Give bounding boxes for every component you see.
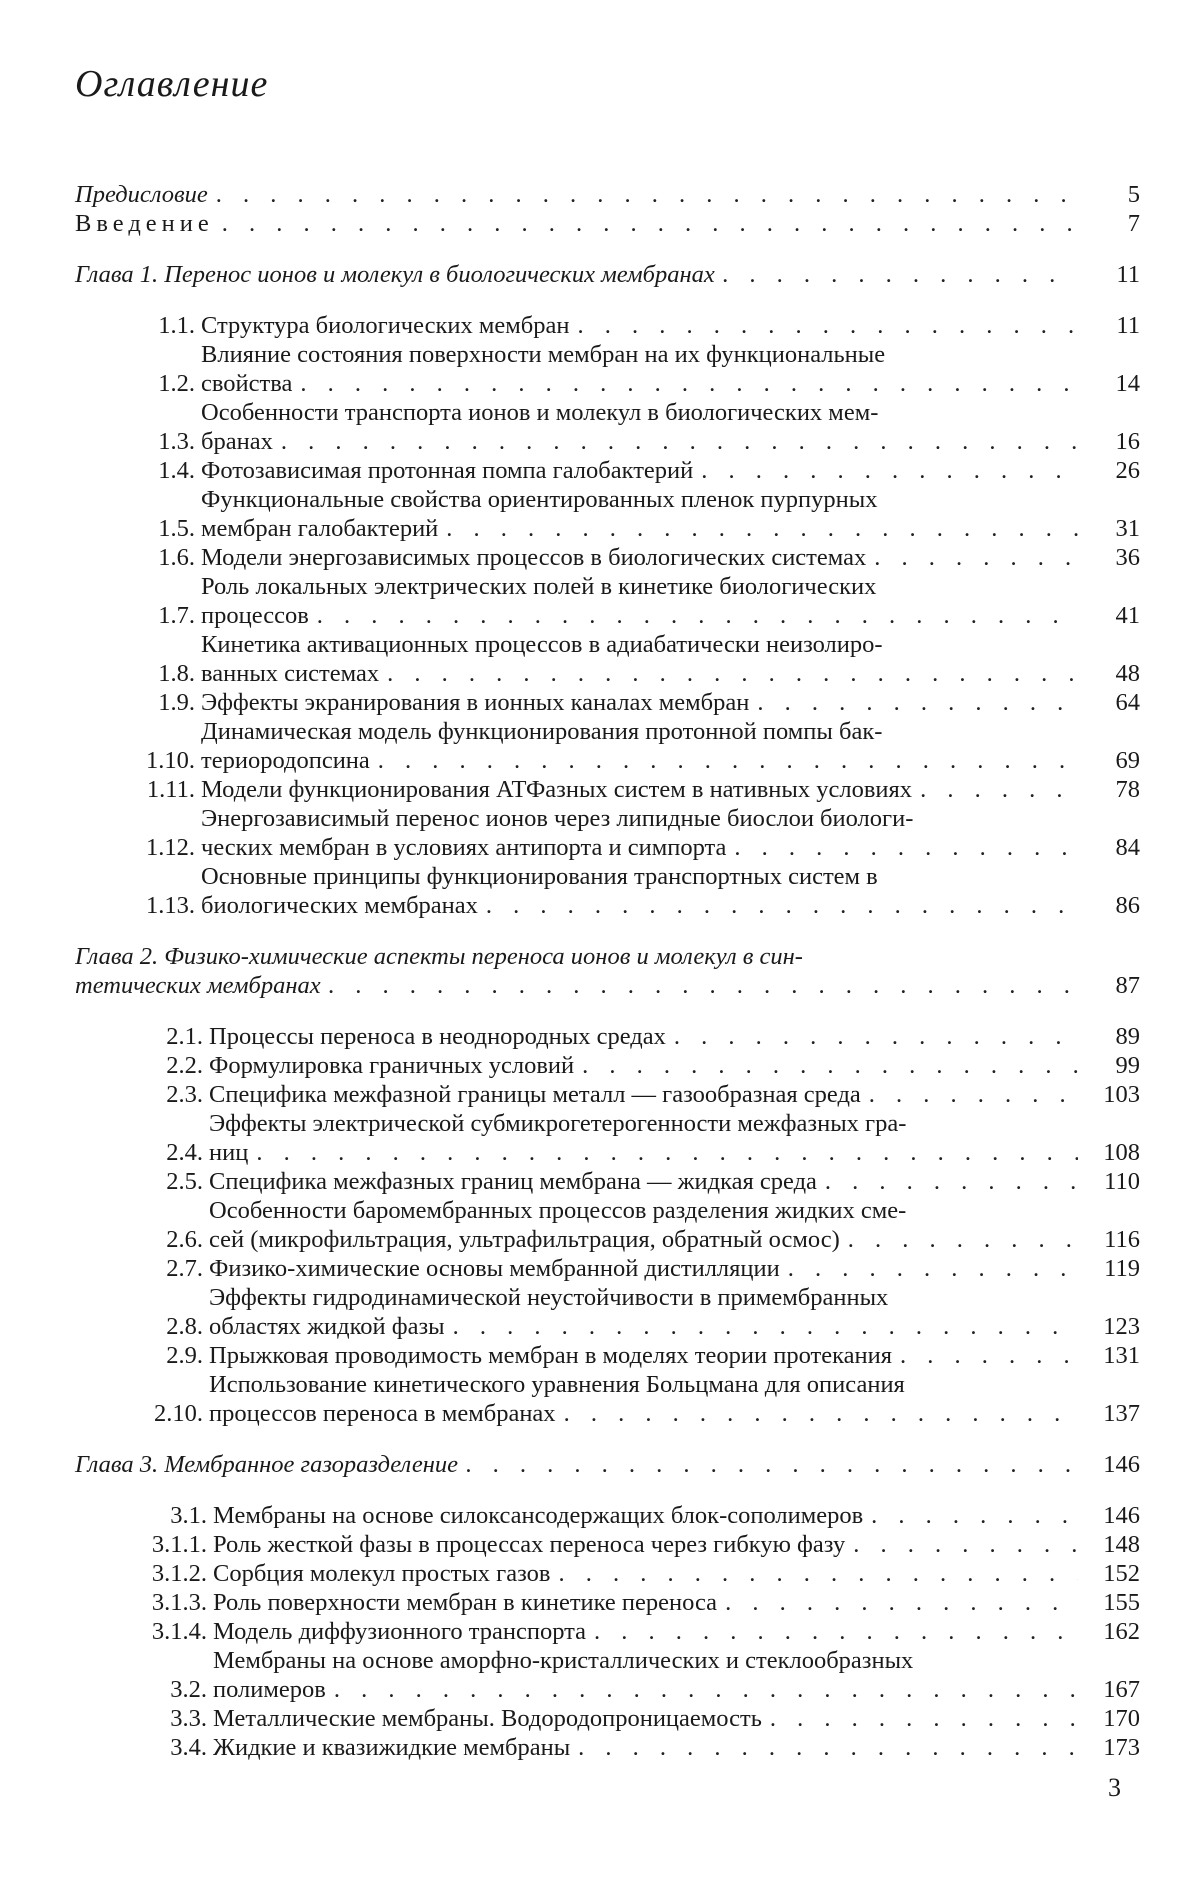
entry-title (209, 1051, 1078, 1080)
dot-leader (817, 1167, 1078, 1196)
entry-title-line (75, 1450, 1078, 1479)
entry-title-line (75, 971, 1078, 1000)
section-number: 2.5. (166, 1168, 203, 1195)
section-entry[interactable] (75, 1196, 1140, 1254)
section-number: 1.9. (158, 689, 195, 716)
dot-leader (861, 1080, 1078, 1109)
entry-title-text: процессов (201, 602, 309, 629)
entry-title-text: Сорбция молекул простых газов (213, 1560, 551, 1587)
section-entry[interactable] (75, 775, 1140, 804)
entry-title-text: Роль жесткой фазы в процессах переноса через гибкую фазу (213, 1531, 846, 1558)
page-reference: 7 (1127, 210, 1140, 237)
dot-leader (370, 746, 1078, 775)
entry-title (213, 1530, 1078, 1559)
dot-leader (326, 1675, 1078, 1704)
page-reference: 110 (1104, 1168, 1140, 1195)
entry-title-text: Модель диффузионного транспорта (213, 1618, 587, 1645)
entry-title-line (75, 180, 1078, 209)
entry-title-line (201, 456, 1078, 485)
page-reference: 137 (1103, 1400, 1140, 1427)
toc-entry[interactable] (75, 1450, 1140, 1479)
dot-leader (780, 1254, 1078, 1283)
dot-leader (717, 1588, 1078, 1617)
dot-leader (321, 971, 1078, 1000)
entry-title-text: Процессы переноса в неоднородных средах (209, 1023, 666, 1050)
entry-title-text: мембран галобактерий (201, 515, 439, 542)
entry-title-text: Глава 1. Перенос ионов и молекул в биологических мембранах (75, 261, 715, 288)
section-entry[interactable] (75, 1501, 1140, 1530)
section-number: 2.9. (166, 1342, 203, 1369)
entry-title-line (75, 209, 1078, 238)
chapter-heading[interactable] (75, 942, 1140, 1000)
page-reference: 119 (1104, 1255, 1140, 1282)
page-reference: 103 (1103, 1081, 1140, 1108)
page-reference: 87 (1115, 972, 1140, 999)
entry-title (201, 543, 1078, 572)
entry-title-line: Мембраны на основе аморфно-кристаллических и стеклообразных (213, 1647, 914, 1674)
section-number: 3.2. (170, 1676, 207, 1703)
page-reference: 167 (1103, 1676, 1140, 1703)
section-entry[interactable] (75, 630, 1140, 688)
dot-leader (845, 1530, 1078, 1559)
page-reference: 89 (1115, 1023, 1140, 1050)
page-reference: 123 (1103, 1313, 1140, 1340)
page-title: Оглавление (75, 63, 269, 105)
entry-title (201, 688, 1078, 717)
page-reference: 31 (1115, 515, 1140, 542)
section-number: 1.8. (158, 660, 195, 687)
section-number: 2.1. (166, 1023, 203, 1050)
dot-leader (569, 311, 1078, 340)
page-reference: 78 (1115, 776, 1140, 803)
entry-title-line (209, 1225, 1078, 1254)
page-reference: 48 (1115, 660, 1140, 687)
entry-title-line: Глава 2. Физико-химические аспекты переноса ионов и молекул в син- (75, 943, 803, 970)
dot-leader (749, 688, 1078, 717)
entry-title (201, 311, 1078, 340)
entry-title-line (209, 1399, 1078, 1428)
page-reference: 155 (1103, 1589, 1140, 1616)
section-entry[interactable] (75, 1109, 1140, 1167)
dot-leader (866, 543, 1078, 572)
entry-title-text: Прыжковая проводимость мембран в моделях теории протекания (209, 1342, 892, 1369)
page-reference: 11 (1116, 312, 1140, 339)
entry-title-text: ческих мембран в условиях антипорта и симпорта (201, 834, 727, 861)
toc-entry[interactable] (75, 942, 1140, 1000)
dot-leader (570, 1733, 1078, 1762)
page-reference: 69 (1115, 747, 1140, 774)
page-reference: 146 (1103, 1502, 1140, 1529)
entry-title-line (201, 891, 1078, 920)
section-number: 2.8. (166, 1313, 203, 1340)
section-number: 3.4. (170, 1734, 207, 1761)
entry-title (75, 942, 1078, 1000)
entry-title (75, 180, 1078, 209)
page-reference: 148 (1103, 1531, 1140, 1558)
entry-title-line: Кинетика активационных процессов в адиабатически неизолиро- (201, 631, 883, 658)
entry-title-text: Модели функционирования АТФазных систем в нативных условиях (201, 776, 913, 803)
section-entry[interactable] (75, 311, 1140, 340)
entry-title-line (201, 688, 1078, 717)
section-number: 1.4. (158, 457, 195, 484)
entry-title (209, 1109, 1078, 1167)
section-number: 2.6. (166, 1226, 203, 1253)
section-number: 1.3. (158, 428, 195, 455)
dot-leader (292, 369, 1078, 398)
dot-leader (666, 1022, 1078, 1051)
entry-title-line (209, 1080, 1078, 1109)
entry-title-text: Формулировка граничных условий (209, 1052, 575, 1079)
page-reference: 5 (1127, 181, 1140, 208)
entry-title-line (213, 1704, 1078, 1733)
entry-title-line (213, 1530, 1078, 1559)
dot-leader (379, 659, 1078, 688)
entry-title-line: Динамическая модель функционирования протонной помпы бак- (201, 718, 883, 745)
entry-title (209, 1341, 1078, 1370)
entry-title-line (213, 1559, 1078, 1588)
entry-title-text: Глава 3. Мембранное газоразделение (75, 1451, 458, 1478)
entry-title-line (201, 746, 1078, 775)
chapter-heading[interactable] (75, 260, 1140, 289)
section-number: 1.11. (146, 776, 195, 803)
entry-title-text: биологических мембранах (201, 892, 478, 919)
entry-title (75, 209, 1078, 238)
entry-title-line: Эффекты электрической субмикрогетерогенности межфазных гра- (209, 1110, 907, 1137)
page-reference: 146 (1103, 1451, 1140, 1478)
entry-title-text: свойства (201, 370, 293, 397)
section-number: 1.5. (158, 515, 195, 542)
entry-title (209, 1283, 1078, 1341)
section-entry[interactable] (75, 1588, 1140, 1617)
entry-title (75, 260, 1078, 289)
dot-leader (445, 1312, 1078, 1341)
table-of-contents (75, 180, 1140, 1762)
dot-leader (458, 1450, 1078, 1479)
dot-leader (214, 209, 1078, 238)
section-number: 3.1.2. (151, 1560, 207, 1587)
section-entry[interactable] (75, 1254, 1140, 1283)
section-number: 2.7. (166, 1255, 203, 1282)
section-entry[interactable] (75, 1617, 1140, 1646)
entry-title-line (209, 1138, 1078, 1167)
entry-title (209, 1022, 1078, 1051)
entry-title (209, 1080, 1078, 1109)
entry-title-line (209, 1341, 1078, 1370)
section-entry[interactable] (75, 1051, 1140, 1080)
entry-title (209, 1254, 1078, 1283)
entry-title-text: сей (микрофильтрация, ультрафильтрация, обратный осмос) (209, 1226, 840, 1253)
entry-title-text: процессов переноса в мембранах (209, 1400, 556, 1427)
page-reference: 84 (1115, 834, 1140, 861)
entry-title-line (201, 427, 1078, 456)
entry-title-line: Влияние состояния поверхности мембран на их функциональные (201, 341, 886, 368)
section-number: 2.2. (166, 1052, 203, 1079)
chapter-heading[interactable] (75, 1450, 1140, 1479)
section-entry[interactable] (75, 1167, 1140, 1196)
page-reference: 99 (1115, 1052, 1140, 1079)
dot-leader (248, 1138, 1078, 1167)
page-reference: 86 (1115, 892, 1140, 919)
entry-title-line: Эффекты гидродинамической неустойчивости в примембранных (209, 1284, 889, 1311)
entry-title-line (201, 659, 1078, 688)
entry-title-line (209, 1254, 1078, 1283)
entry-title-line: Основные принципы функционирования транспортных систем в (201, 863, 878, 890)
entry-title (209, 1370, 1078, 1428)
section-entry[interactable] (75, 456, 1140, 485)
entry-title-text: Фотозависимая протонная помпа галобактерий (201, 457, 694, 484)
dot-leader (556, 1399, 1078, 1428)
entry-title-line (209, 1022, 1078, 1051)
entry-title-line (75, 260, 1078, 289)
entry-title (201, 804, 1078, 862)
section-entry[interactable] (75, 717, 1140, 775)
section-entry[interactable] (75, 398, 1140, 456)
entry-title-text: Жидкие и квазижидкие мембраны (213, 1734, 571, 1761)
page-reference: 26 (1115, 457, 1140, 484)
page-reference: 16 (1115, 428, 1140, 455)
entry-title (209, 1196, 1078, 1254)
entry-title-line (201, 311, 1078, 340)
section-entry[interactable] (75, 1080, 1140, 1109)
section-entry[interactable] (75, 804, 1140, 862)
entry-title-line (201, 543, 1078, 572)
dot-leader (438, 514, 1078, 543)
section-entry[interactable] (75, 688, 1140, 717)
entry-title-text: териородопсина (201, 747, 370, 774)
entry-title-text: полимеров (213, 1676, 326, 1703)
section-entry[interactable] (75, 1283, 1140, 1341)
entry-title-text: областях жидкой фазы (209, 1313, 445, 1340)
dot-leader (715, 260, 1078, 289)
section-number: 2.4. (166, 1139, 203, 1166)
page-number: 3 (1108, 1773, 1121, 1802)
dot-leader (273, 427, 1078, 456)
section-entry[interactable] (75, 340, 1140, 398)
entry-title-line (201, 369, 1078, 398)
toc-entry[interactable] (75, 260, 1140, 289)
entry-title-text: Структура биологических мембран (201, 312, 570, 339)
entry-title (213, 1733, 1078, 1762)
entry-title (213, 1646, 1078, 1704)
entry-title-line (213, 1675, 1078, 1704)
section-number: 2.10. (154, 1400, 203, 1427)
dot-leader (208, 180, 1078, 209)
entry-title (213, 1559, 1078, 1588)
entry-title-line (213, 1617, 1078, 1646)
entry-title (201, 862, 1078, 920)
section-number: 3.1.4. (151, 1618, 207, 1645)
entry-title (201, 485, 1078, 543)
page-reference: 170 (1103, 1705, 1140, 1732)
entry-title (201, 456, 1078, 485)
section-number: 3.1.1. (151, 1531, 207, 1558)
entry-title-text: бранах (201, 428, 273, 455)
entry-title-line (213, 1733, 1078, 1762)
entry-title (201, 717, 1078, 775)
dot-leader (550, 1559, 1078, 1588)
section-number: 3.1. (170, 1502, 207, 1529)
page-reference: 108 (1103, 1139, 1140, 1166)
entry-title (75, 1450, 1078, 1479)
section-entry[interactable] (75, 485, 1140, 543)
entry-title-text: Физико-химические основы мембранной дистилляции (209, 1255, 780, 1282)
entry-title-text: Роль поверхности мембран в кинетике переноса (213, 1589, 718, 1616)
entry-title (201, 340, 1078, 398)
section-entry[interactable] (75, 1341, 1140, 1370)
section-entry[interactable] (75, 1646, 1140, 1704)
section-entry[interactable] (75, 1530, 1140, 1559)
entry-title (201, 630, 1078, 688)
page-reference: 131 (1103, 1342, 1140, 1369)
page-reference: 36 (1115, 544, 1140, 571)
section-number: 1.2. (158, 370, 195, 397)
page-reference: 64 (1115, 689, 1140, 716)
entry-title-line: Роль локальных электрических полей в кинетике биологических (201, 573, 877, 600)
dot-leader (912, 775, 1078, 804)
section-entry[interactable] (75, 572, 1140, 630)
dot-leader (586, 1617, 1078, 1646)
toc-entry-front[interactable] (75, 209, 1140, 238)
dot-leader (726, 833, 1078, 862)
dot-leader (863, 1501, 1078, 1530)
page-reference: 173 (1103, 1734, 1140, 1761)
entry-title-line: Особенности транспорта ионов и молекул в биологических мем- (201, 399, 879, 426)
section-number: 3.3. (170, 1705, 207, 1732)
entry-title-line: Особенности баромембранных процессов разделения жидких сме- (209, 1197, 907, 1224)
entry-title (213, 1617, 1078, 1646)
dot-leader (892, 1341, 1078, 1370)
page-reference: 41 (1115, 602, 1140, 629)
section-number: 1.13. (146, 892, 195, 919)
section-entry[interactable] (75, 543, 1140, 572)
entry-title-line (201, 775, 1078, 804)
section-number: 1.12. (146, 834, 195, 861)
entry-title-line: Использование кинетического уравнения Больцмана для описания (209, 1371, 905, 1398)
entry-title-line (213, 1588, 1078, 1617)
entry-title-line (209, 1167, 1078, 1196)
page-reference: 14 (1115, 370, 1140, 397)
section-number: 1.7. (158, 602, 195, 629)
section-entry[interactable] (75, 1704, 1140, 1733)
entry-title (209, 1167, 1078, 1196)
section-number: 1.10. (146, 747, 195, 774)
entry-title-line (201, 514, 1078, 543)
section-number: 2.3. (166, 1081, 203, 1108)
entry-title (213, 1501, 1078, 1530)
page-reference: 162 (1103, 1618, 1140, 1645)
section-entry[interactable] (75, 1733, 1140, 1762)
entry-title-line (209, 1051, 1078, 1080)
entry-title (201, 572, 1078, 630)
dot-leader (574, 1051, 1078, 1080)
section-entry[interactable] (75, 1370, 1140, 1428)
entry-title-text: ниц (209, 1139, 249, 1166)
entry-title-line (209, 1312, 1078, 1341)
entry-title-line: Энергозависимый перенос ионов через липидные биослои биологи- (201, 805, 914, 832)
section-number: 1.6. (158, 544, 195, 571)
entry-title-text: Модели энергозависимых процессов в биологических системах (201, 544, 867, 571)
page-reference: 152 (1103, 1560, 1140, 1587)
entry-title-text: Предисловие (75, 181, 208, 208)
dot-leader (762, 1704, 1078, 1733)
entry-title (201, 398, 1078, 456)
section-entry[interactable] (75, 1022, 1140, 1051)
dot-leader (693, 456, 1078, 485)
entry-title-line (201, 833, 1078, 862)
page-reference: 116 (1104, 1226, 1140, 1253)
entry-title-line (201, 601, 1078, 630)
section-number: 3.1.3. (151, 1589, 207, 1616)
entry-title-text: тетических мембранах (75, 972, 321, 999)
entry-title-line (213, 1501, 1078, 1530)
entry-title-text: ванных системах (201, 660, 380, 687)
dot-leader (840, 1225, 1078, 1254)
section-entry[interactable] (75, 1559, 1140, 1588)
entry-title-line: Функциональные свойства ориентированных пленок пурпурных (201, 486, 878, 513)
entry-title-text: Специфика межфазной границы металл — газообразная среда (209, 1081, 861, 1108)
entry-title (213, 1704, 1078, 1733)
entry-title (201, 775, 1078, 804)
toc-entry-front[interactable] (75, 180, 1140, 209)
entry-title (213, 1588, 1078, 1617)
section-entry[interactable] (75, 862, 1140, 920)
section-number: 1.1. (158, 312, 195, 339)
entry-title-text: Эффекты экранирования в ионных каналах мембран (201, 689, 750, 716)
dot-leader (309, 601, 1078, 630)
dot-leader (478, 891, 1078, 920)
entry-title-text: Мембраны на основе силоксансодержащих блок-сополимеров (213, 1502, 864, 1529)
entry-title-text: Введение (75, 210, 214, 237)
entry-title-text: Специфика межфазных границ мембрана — жидкая среда (209, 1168, 817, 1195)
entry-title-text: Металлические мембраны. Водородопроницаемость (213, 1705, 762, 1732)
page-reference: 11 (1116, 261, 1140, 288)
